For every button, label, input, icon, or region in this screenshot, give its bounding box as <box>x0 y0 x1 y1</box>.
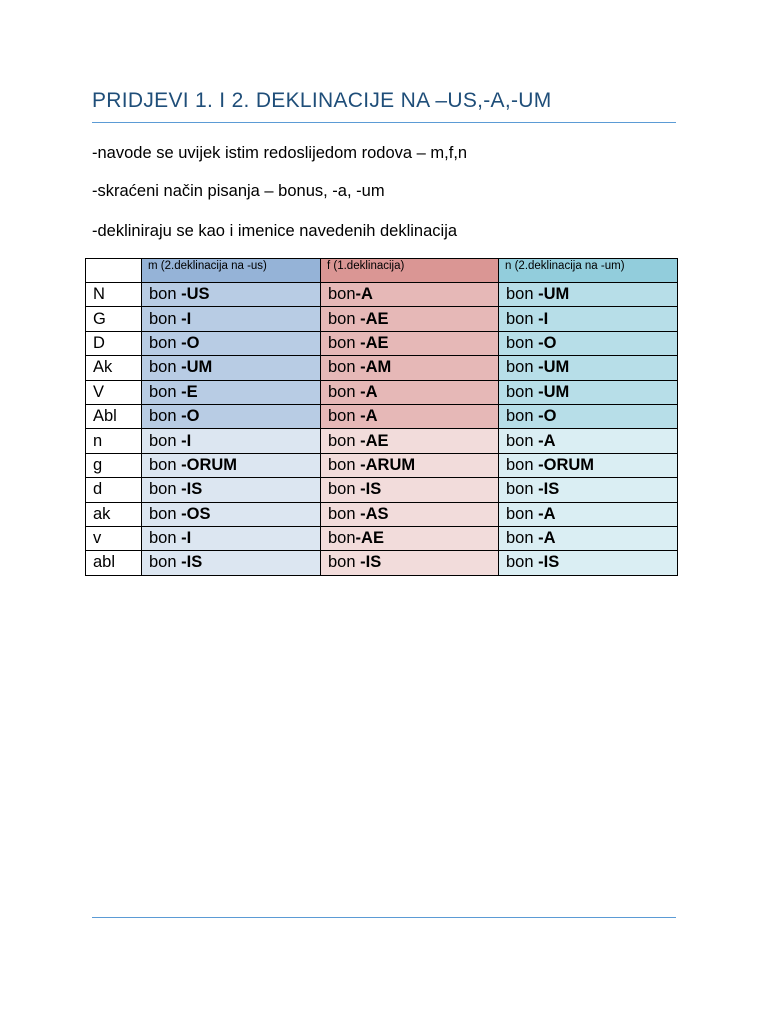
table-row <box>86 331 678 355</box>
form-cell-feminine <box>321 502 499 526</box>
form-cell-feminine <box>321 404 499 428</box>
table-row <box>86 429 678 453</box>
case-label: Ak <box>86 356 142 380</box>
paragraph-declension: -dekliniraju se kao i imenice navedenih deklinacija <box>92 222 458 240</box>
case-label: D <box>86 331 142 355</box>
form-cell-feminine <box>321 551 499 575</box>
form-cell-neuter <box>499 453 678 477</box>
form-cell-neuter <box>499 380 678 404</box>
form-cell-neuter <box>499 356 678 380</box>
word-ending: -UM <box>538 285 570 304</box>
form-cell-neuter <box>499 307 678 331</box>
word-ending: -AM <box>360 358 392 377</box>
form-cell-feminine <box>321 356 499 380</box>
page-title: PRIDJEVI 1. I 2. DEKLINACIJE NA –US,-A,-UM <box>92 89 552 112</box>
header-feminine: f (1.deklinacija) <box>321 259 499 283</box>
word-stem: bon <box>328 480 361 499</box>
word-stem: bon <box>149 285 182 304</box>
table-row <box>86 502 678 526</box>
form-cell-masculine <box>142 380 321 404</box>
word-ending: -IS <box>181 480 203 499</box>
case-label: ak <box>86 502 142 526</box>
word-ending: -A <box>360 382 378 401</box>
table-header-row <box>86 259 678 283</box>
word-stem: bon <box>506 431 539 450</box>
form-cell-neuter <box>499 404 678 428</box>
form-cell-feminine <box>321 380 499 404</box>
word-ending: -ARUM <box>360 455 416 474</box>
title-underline <box>92 122 676 123</box>
word-stem: bon <box>149 333 182 352</box>
table-row <box>86 380 678 404</box>
word-stem: bon <box>328 285 356 304</box>
word-stem: bon <box>328 553 361 572</box>
case-label: v <box>86 526 142 550</box>
word-ending: -UM <box>538 382 570 401</box>
form-cell-masculine <box>142 307 321 331</box>
word-ending: -I <box>181 309 192 328</box>
word-stem: bon <box>328 358 361 377</box>
word-ending: -IS <box>360 480 382 499</box>
form-cell-feminine <box>321 478 499 502</box>
case-label: n <box>86 429 142 453</box>
word-ending: -O <box>181 407 200 426</box>
word-stem: bon <box>506 553 539 572</box>
table-row <box>86 404 678 428</box>
declension-table-body <box>86 259 678 576</box>
form-cell-feminine <box>321 283 499 307</box>
header-case-cell <box>86 259 142 283</box>
word-stem: bon <box>506 529 539 548</box>
case-label: Abl <box>86 404 142 428</box>
word-ending: -AE <box>360 333 389 352</box>
form-cell-neuter <box>499 478 678 502</box>
word-stem: bon <box>506 455 539 474</box>
word-ending: -A <box>355 285 373 304</box>
word-ending: -A <box>360 407 378 426</box>
form-cell-neuter <box>499 526 678 550</box>
form-cell-neuter <box>499 429 678 453</box>
word-ending: -A <box>538 529 556 548</box>
form-cell-feminine <box>321 453 499 477</box>
form-cell-feminine <box>321 331 499 355</box>
form-cell-masculine <box>142 283 321 307</box>
word-ending: -IS <box>181 553 203 572</box>
word-stem: bon <box>506 333 539 352</box>
form-cell-masculine <box>142 356 321 380</box>
word-ending: -ORUM <box>181 455 238 474</box>
word-ending: -I <box>181 529 192 548</box>
word-ending: -AE <box>360 309 389 328</box>
form-cell-masculine <box>142 551 321 575</box>
word-ending: -A <box>538 431 556 450</box>
table-row <box>86 478 678 502</box>
word-stem: bon <box>149 504 182 523</box>
word-ending: -UM <box>538 358 570 377</box>
word-stem: bon <box>149 407 182 426</box>
form-cell-masculine <box>142 429 321 453</box>
table-row <box>86 453 678 477</box>
word-ending: -I <box>181 431 192 450</box>
word-ending: -O <box>538 333 557 352</box>
paragraph-order: -navode se uvijek istim redoslijedom rodova – m,f,n <box>92 144 468 162</box>
word-ending: -US <box>181 285 210 304</box>
word-stem: bon <box>506 480 539 499</box>
case-label: V <box>86 380 142 404</box>
word-stem: bon <box>506 504 539 523</box>
word-stem: bon <box>149 309 182 328</box>
word-ending: -ORUM <box>538 455 595 474</box>
form-cell-feminine <box>321 429 499 453</box>
word-stem: bon <box>149 358 182 377</box>
word-ending: -AS <box>360 504 389 523</box>
word-stem: bon <box>328 382 361 401</box>
form-cell-masculine <box>142 453 321 477</box>
word-stem: bon <box>149 529 182 548</box>
table-row <box>86 526 678 550</box>
word-stem: bon <box>328 504 361 523</box>
form-cell-feminine <box>321 526 499 550</box>
word-ending: -A <box>538 504 556 523</box>
word-ending: -I <box>538 309 549 328</box>
form-cell-masculine <box>142 331 321 355</box>
form-cell-masculine <box>142 502 321 526</box>
word-stem: bon <box>149 553 182 572</box>
form-cell-masculine <box>142 526 321 550</box>
header-masculine: m (2.deklinacija na -us) <box>142 259 321 283</box>
form-cell-neuter <box>499 551 678 575</box>
case-label: N <box>86 283 142 307</box>
word-stem: bon <box>328 529 356 548</box>
word-ending: -IS <box>538 553 560 572</box>
word-ending: -IS <box>538 480 560 499</box>
word-ending: -O <box>538 407 557 426</box>
word-stem: bon <box>506 382 539 401</box>
form-cell-neuter <box>499 502 678 526</box>
word-stem: bon <box>506 285 539 304</box>
word-stem: bon <box>149 480 182 499</box>
declension-table <box>85 258 678 576</box>
table-row <box>86 551 678 575</box>
case-label: abl <box>86 551 142 575</box>
form-cell-masculine <box>142 478 321 502</box>
word-ending: -AE <box>355 529 384 548</box>
word-stem: bon <box>328 455 361 474</box>
word-stem: bon <box>328 407 361 426</box>
case-label: d <box>86 478 142 502</box>
word-stem: bon <box>328 309 361 328</box>
word-stem: bon <box>149 455 182 474</box>
table-row <box>86 307 678 331</box>
form-cell-neuter <box>499 331 678 355</box>
table-row <box>86 283 678 307</box>
form-cell-neuter <box>499 283 678 307</box>
word-stem: bon <box>328 333 361 352</box>
case-label: G <box>86 307 142 331</box>
word-stem: bon <box>149 431 182 450</box>
table-row <box>86 356 678 380</box>
case-label: g <box>86 453 142 477</box>
word-ending: -E <box>181 382 198 401</box>
word-ending: -O <box>181 333 200 352</box>
paragraph-notation: -skraćeni način pisanja – bonus, -a, -um <box>92 182 385 200</box>
form-cell-feminine <box>321 307 499 331</box>
word-stem: bon <box>328 431 361 450</box>
word-stem: bon <box>149 382 182 401</box>
footer-rule <box>92 917 676 918</box>
word-ending: -AE <box>360 431 389 450</box>
word-ending: -IS <box>360 553 382 572</box>
word-ending: -UM <box>181 358 213 377</box>
form-cell-masculine <box>142 404 321 428</box>
word-stem: bon <box>506 358 539 377</box>
word-stem: bon <box>506 407 539 426</box>
word-stem: bon <box>506 309 539 328</box>
word-ending: -OS <box>181 504 211 523</box>
header-neuter: n (2.deklinacija na -um) <box>499 259 678 283</box>
